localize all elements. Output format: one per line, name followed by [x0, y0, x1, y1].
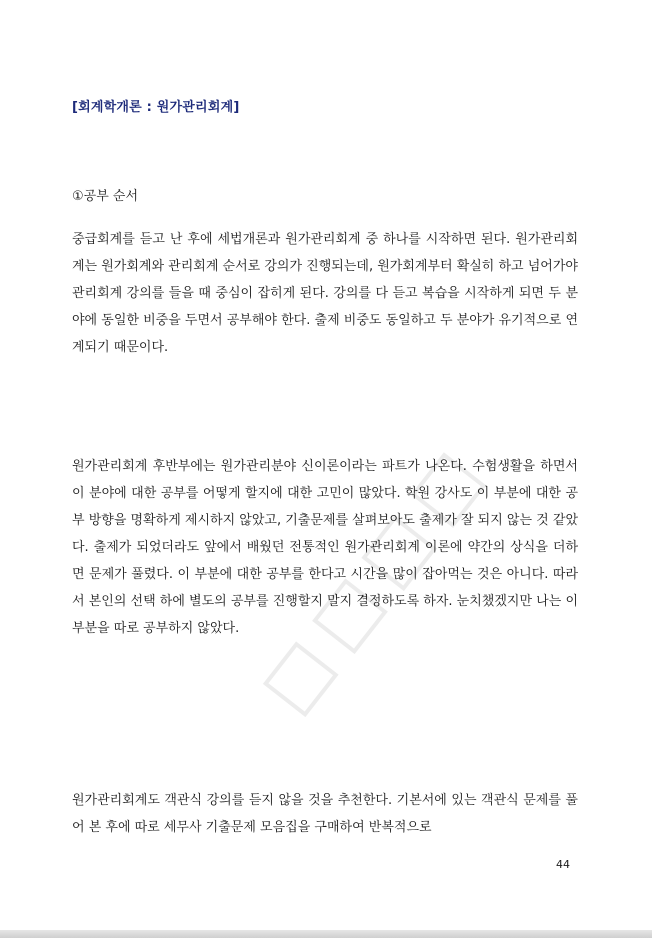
paragraph-1: 중급회계를 듣고 난 후에 세법개론과 원가관리회계 중 하나를 시작하면 된다. 원가관리회계는 원가회계와 관리회계 순서로 강의가 진행되는데, 원가회계부터 확실히 하고 넘어가야 관리회계 강의를 들을 때 중심이 잡히게 된다. 강의를 다 듣고 복습을 시작하게 되면 두 분야에 동일한 비중을 두면서 공부해야 한다. 출제 비중도 동일하고 두 분야가 유기적으로 연계되기 때문이다.: [72, 232, 578, 355]
document-header: [회계학개론 : 원가관리회계]: [72, 100, 240, 115]
page-number: 44: [556, 858, 570, 871]
section-title: ①공부 순서: [72, 189, 139, 204]
paragraph-3: 원가관리회계도 객관식 강의를 듣지 않을 것을 추천한다. 기본서에 있는 객관식 문제를 풀어 본 후에 따로 세무사 기출문제 모음집을 구매하여 반복적으로: [72, 793, 578, 835]
page-bottom-edge: [0, 930, 652, 938]
paragraph-2: 원가관리회계 후반부에는 원가관리분야 신이론이라는 파트가 나온다. 수험생활을 하면서 이 분야에 대한 공부를 어떻게 할지에 대한 고민이 많았다. 학원 강사도 이 부분에 대한 공부 방향을 명확하게 제시하지 않았고, 기출문제를 살펴보아도 출제가 잘 되지 않는 것 같았다. 출제가 되었더라도 앞에서 배웠던 전통적인 원가관리회계 이론에 약간의 상식을 더하면 문제가 풀렸다. 이 부분에 대한 공부를 한다고 시간을 많이 잡아먹는 것은 아니다. 따라서 본인의 선택 하에 별도의 공부를 진행할지 말지 결정하도록 하자. 눈치챘겠지만 나는 이 부분을 따로 공부하지 않았다.: [72, 459, 578, 636]
